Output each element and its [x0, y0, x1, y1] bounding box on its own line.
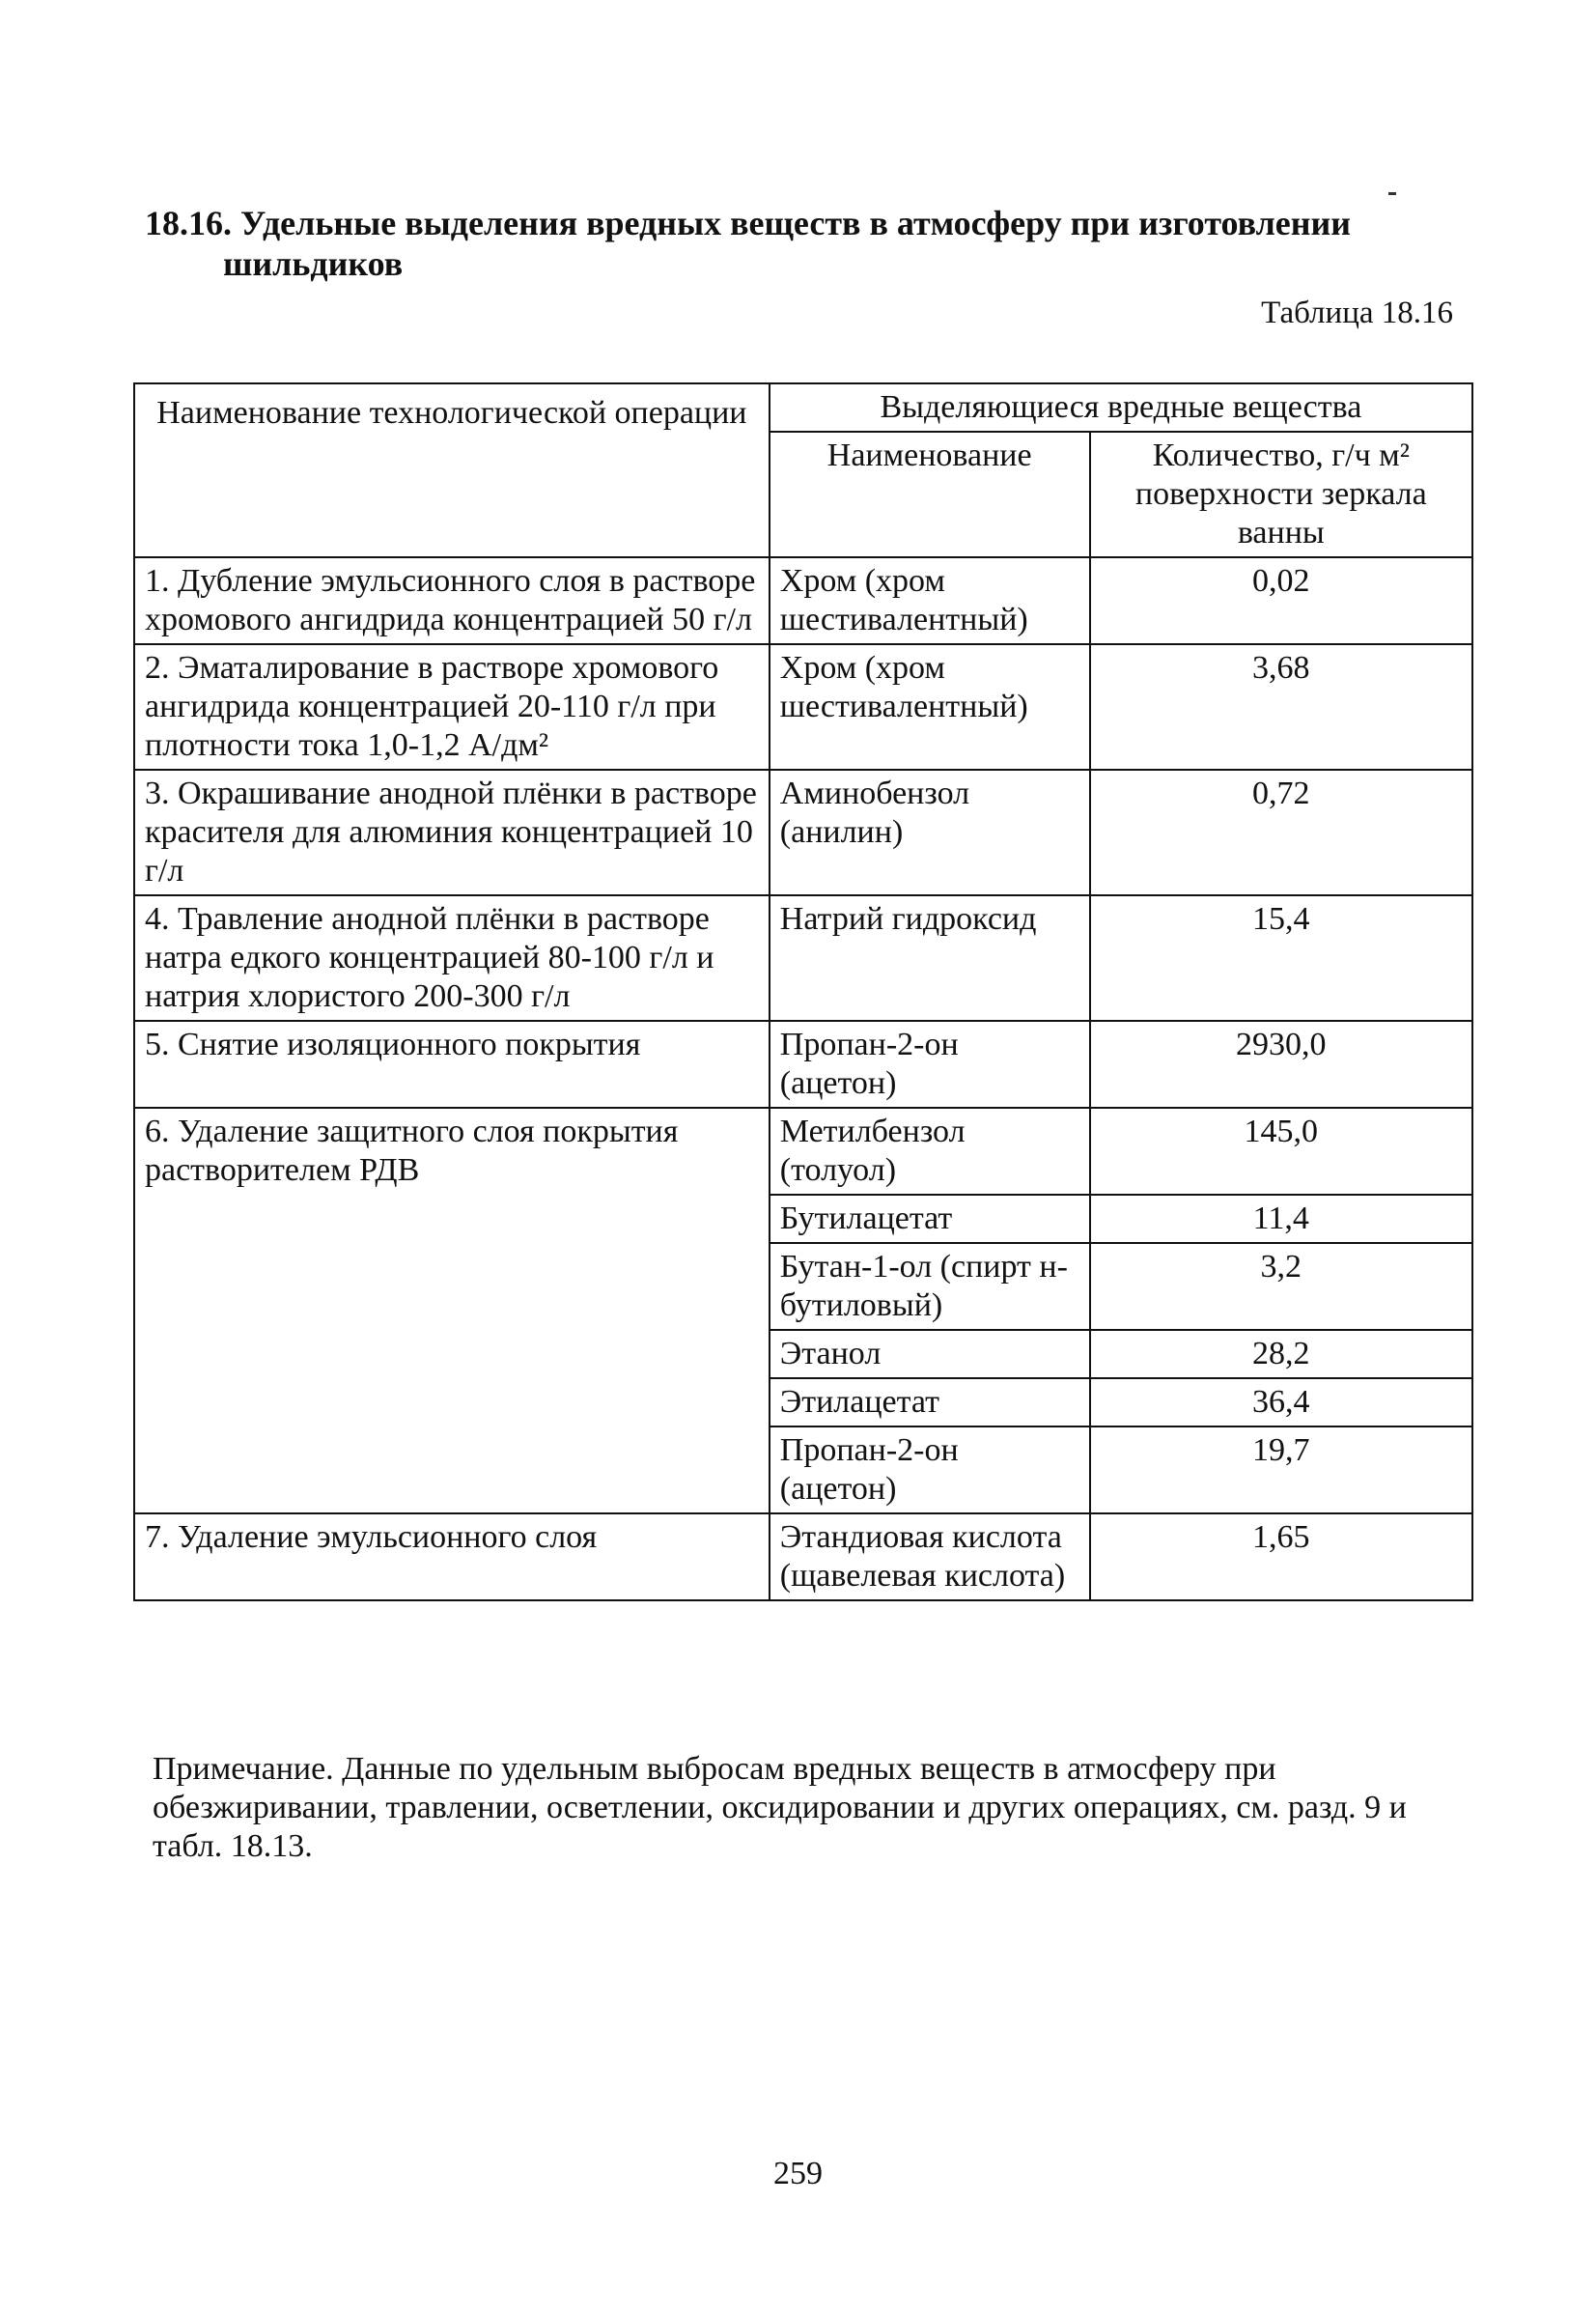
section-number: 18.16.	[145, 204, 232, 242]
substance-name-cell: Аминобензол (анилин)	[770, 770, 1090, 895]
operation-cell: 7. Удаление эмульсионного слоя	[134, 1513, 770, 1600]
page-number: 259	[773, 2156, 823, 2191]
header-name: Наименование	[770, 432, 1090, 557]
quantity-cell: 28,2	[1090, 1330, 1472, 1378]
quantity-cell: 3,2	[1090, 1243, 1472, 1330]
table-row	[134, 644, 1472, 770]
table-header-row	[134, 383, 1472, 432]
substance-name-cell: Натрий гидроксид	[770, 895, 1090, 1021]
section-heading	[145, 203, 1400, 284]
operation-cell: 6. Удаление защитного слоя покрытия растворителем РДВ	[134, 1108, 770, 1513]
quantity-cell: 2930,0	[1090, 1021, 1472, 1108]
substance-name-cell: Метилбензол (толуол)	[770, 1108, 1090, 1195]
quantity-cell: 0,72	[1090, 770, 1472, 895]
operation-cell: 3. Окрашивание анодной плёнки в растворе красителя для алюминия концентрацией 10 г/л	[134, 770, 770, 895]
operation-cell: 5. Снятие изоляционного покрытия	[134, 1021, 770, 1108]
table-row	[134, 1108, 1472, 1195]
section-title-line2: шильдиков	[223, 244, 404, 283]
quantity-cell: 15,4	[1090, 895, 1472, 1021]
substance-name-cell: Хром (хром шестивалентный)	[770, 644, 1090, 770]
section-title-line1: Удельные выделения вредных веществ в атмосферу при изготовлении	[240, 204, 1351, 242]
substance-name-cell: Хром (хром шестивалентный)	[770, 557, 1090, 644]
table-caption: Таблица 18.16	[1261, 296, 1453, 330]
quantity-cell: 19,7	[1090, 1426, 1472, 1513]
operation-cell: 1. Дубление эмульсионного слоя в растворе хромового ангидрида концентрацией 50 г/л	[134, 557, 770, 644]
operation-cell: 2. Эматалирование в растворе хромового ангидрида концентрацией 20-110 г/л при плотности тока 1,0-1,2 А/дм²	[134, 644, 770, 770]
table-row	[134, 895, 1472, 1021]
table-row	[134, 1513, 1472, 1600]
header-quantity: Количество, г/ч м² поверхности зеркала ванны	[1090, 432, 1472, 557]
quantity-cell: 36,4	[1090, 1378, 1472, 1426]
header-substances: Выделяющиеся вредные вещества	[770, 383, 1472, 432]
table-row	[134, 1021, 1472, 1108]
header-operation: Наименование технологической операции	[134, 383, 770, 557]
substance-name-cell: Бутилацетат	[770, 1195, 1090, 1243]
quantity-cell: 0,02	[1090, 557, 1472, 644]
substance-name-cell: Бутан-1-ол (спирт н-бутиловый)	[770, 1243, 1090, 1330]
quantity-cell: 11,4	[1090, 1195, 1472, 1243]
quantity-cell: 1,65	[1090, 1513, 1472, 1600]
table-note: Примечание. Данные по удельным выбросам вредных веществ в атмосферу при обезжиривании, травлении, осветлении, оксидировании и других операциях, см. разд. 9 и табл. 18.13.	[153, 1751, 1407, 1864]
scan-mark	[1388, 192, 1396, 195]
emissions-table	[133, 382, 1473, 1601]
table-row	[134, 770, 1472, 895]
quantity-cell: 145,0	[1090, 1108, 1472, 1195]
substance-name-cell: Пропан-2-он (ацетон)	[770, 1426, 1090, 1513]
quantity-cell: 3,68	[1090, 644, 1472, 770]
substance-name-cell: Этилацетат	[770, 1378, 1090, 1426]
operation-cell: 4. Травление анодной плёнки в растворе натра едкого концентрацией 80-100 г/л и натрия хлористого 200-300 г/л	[134, 895, 770, 1021]
substance-name-cell: Этандиовая кислота (щавелевая кислота)	[770, 1513, 1090, 1600]
substance-name-cell: Пропан-2-он (ацетон)	[770, 1021, 1090, 1108]
substance-name-cell: Этанол	[770, 1330, 1090, 1378]
table-row	[134, 557, 1472, 644]
